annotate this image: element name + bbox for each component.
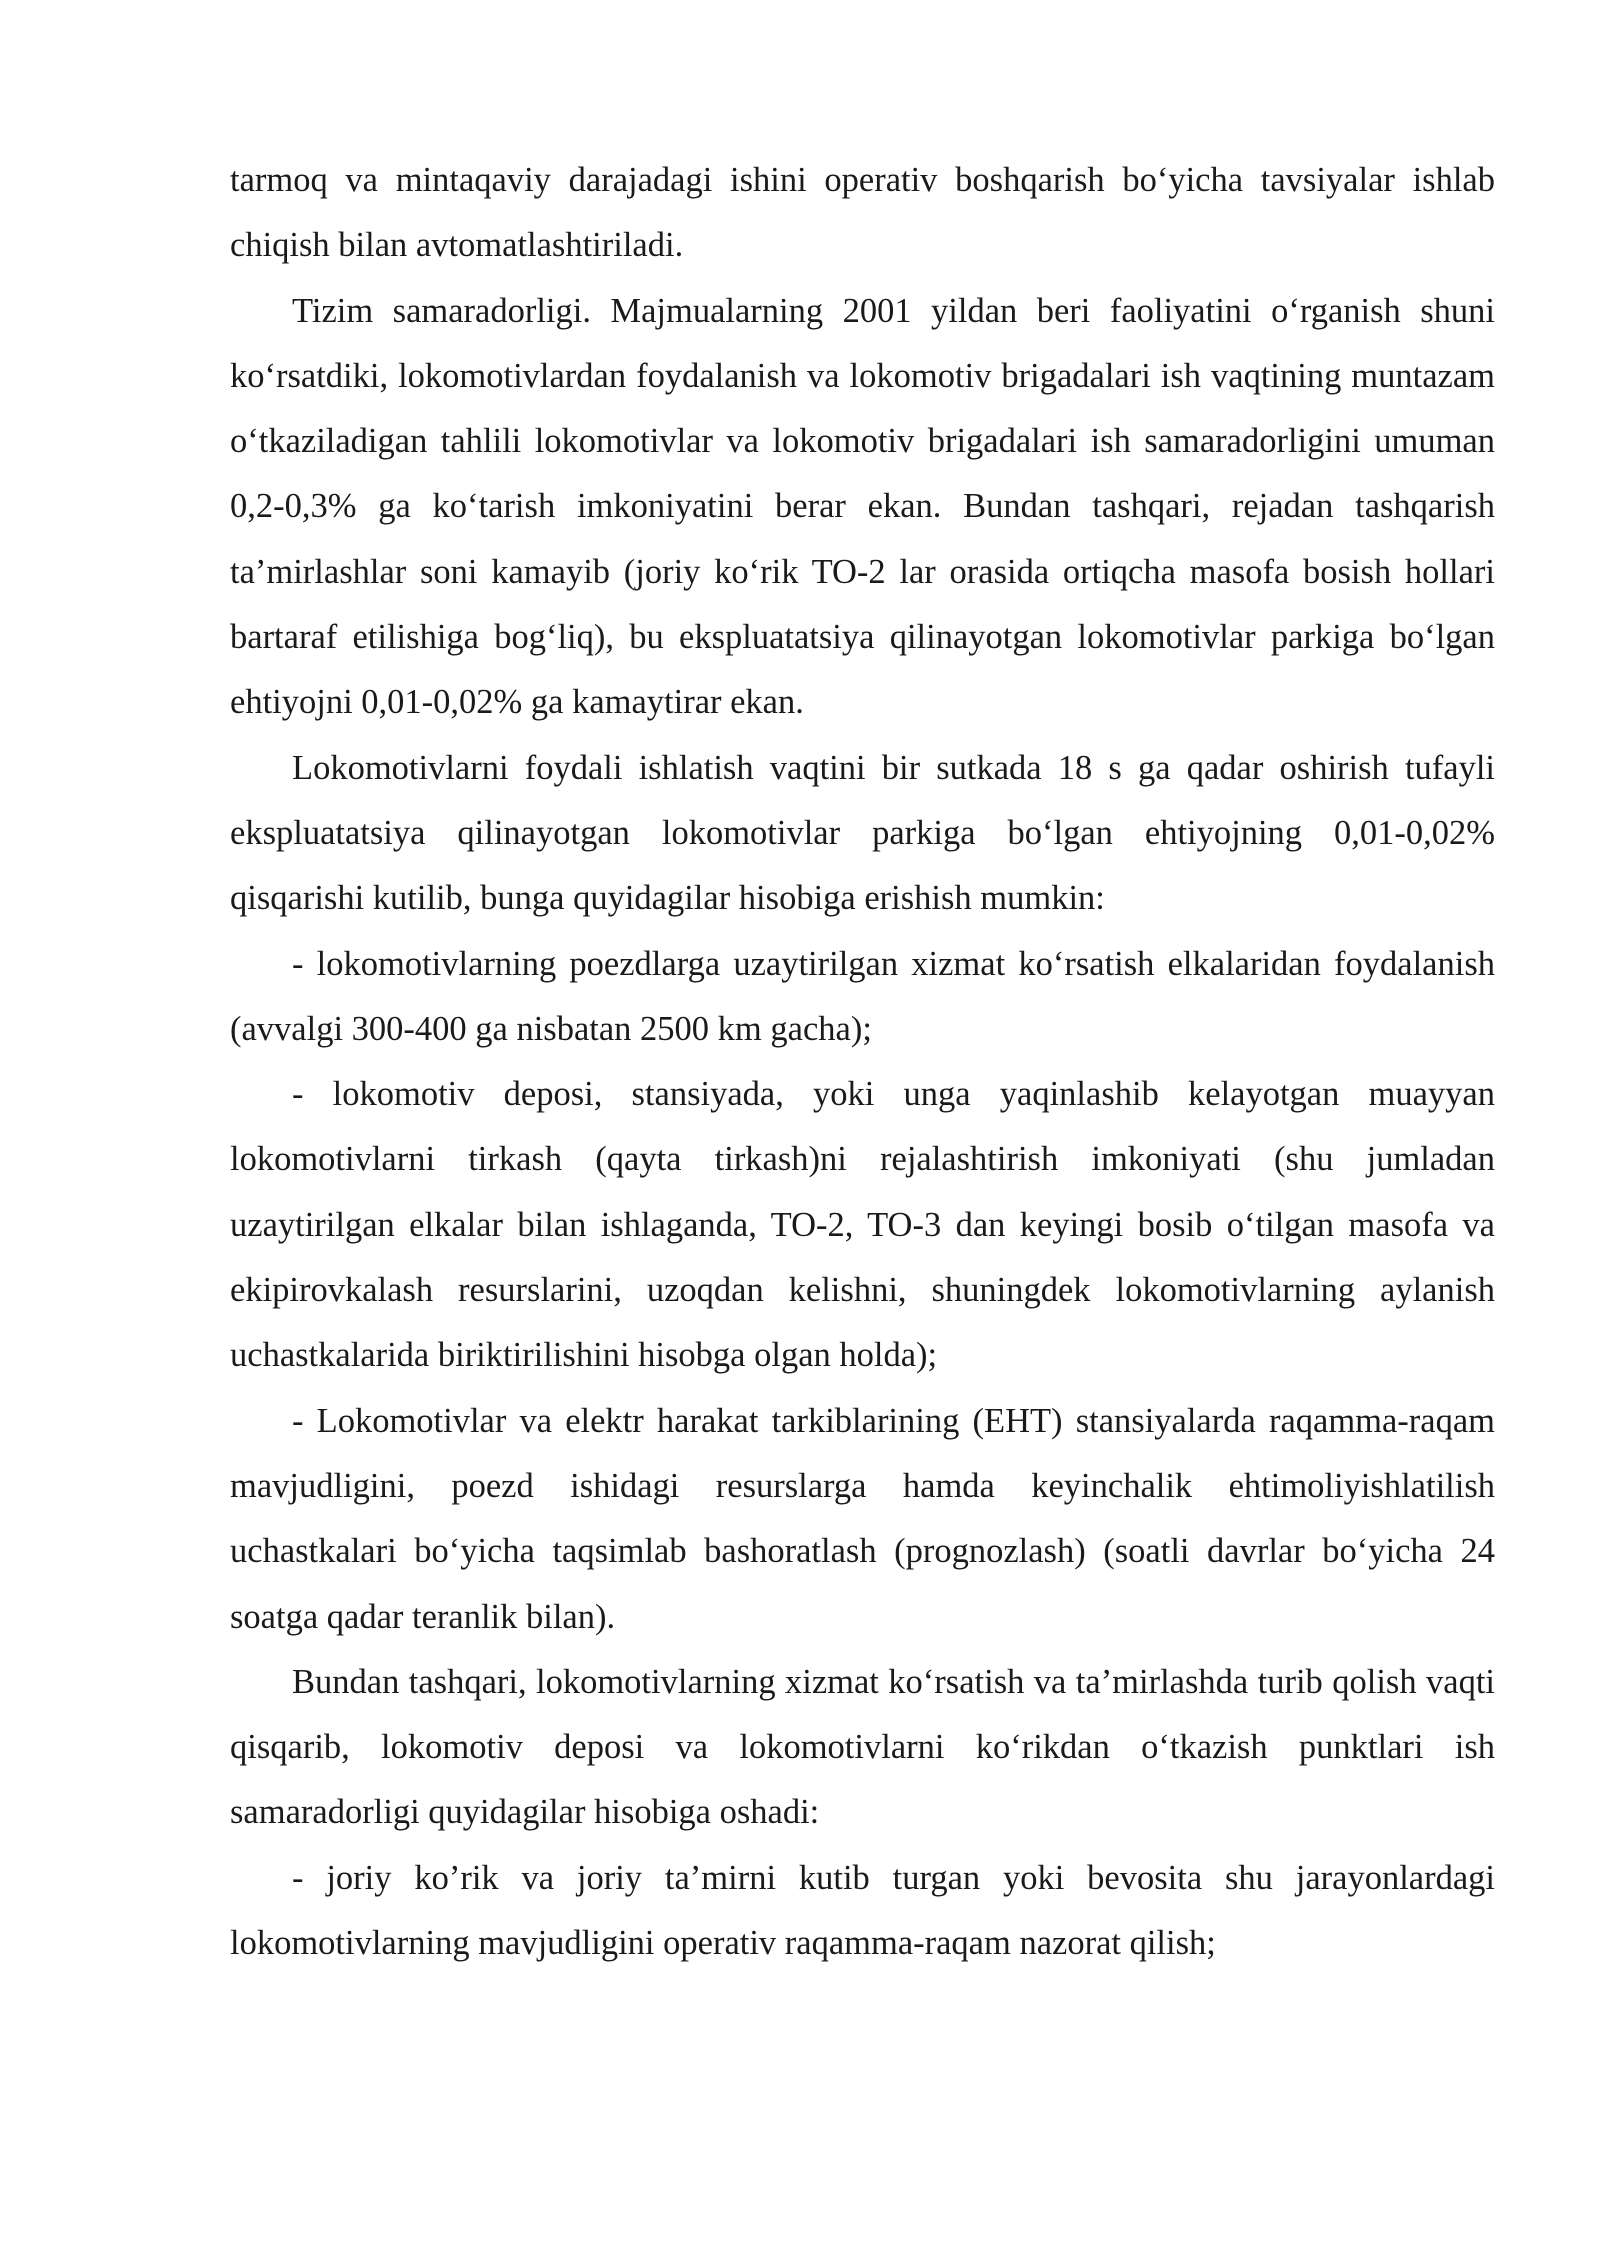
paragraph-depot-efficiency: Bundan tashqari, lokomotivlarning xizmat ko‘rsatish va ta’mirlashda turib qolish vaqti qisqarib, lokomotiv deposi va lokomotivlarni ko‘rikdan o‘tkazish punktlari ish samaradorligi quyidagilar hisobiga oshadi:: [230, 1662, 1495, 1832]
paragraph-system-efficiency: Tizim samaradorligi. Majmualarning 2001 yildan beri faoliyatini o‘rganish shuni ko‘rsatdiki, lokomotivlardan foydalanish va lokomotiv brigadalari ish vaqtining muntazam o‘tkaziladigan tahlili lokomotivlar va lokomotiv brigadalari ish samaradorligini umuman 0,2-0,3% ga ko‘tarish imkoniyatini berar ekan. Bundan tashqari, rejadan tashqarish ta’mirlashlar soni kamayib (joriy ko‘rik TO-2 lar orasida ortiqcha masofa bosish hollari bartaraf etilishiga bog‘liq), bu ekspluatatsiya qilinayotgan lokomotivlar parkiga bo‘lgan ehtiyojni 0,01-0,02% ga kamaytirar ekan.: [230, 291, 1495, 722]
paragraph-useful-time: Lokomotivlarni foydali ishlatish vaqtini bir sutkada 18 s ga qadar oshirish tufayli ekspluatatsiya qilinayotgan lokomotivlar parkiga bo‘lgan ehtiyojning 0,01-0,02% qisqarishi kutilib, bunga quyidagilar hisobiga erishish mumkin:: [230, 748, 1495, 918]
list-item-coupling-planning: - lokomotiv deposi, stansiyada, yoki unga yaqinlashib kelayotgan muayyan lokomotivlarni tirkash (qayta tirkash)ni rejalashtirish imkoniyati (shu jumladan uzaytirilgan elkalar bilan ishlaganda, TO-2, TO-3 dan keyingi bosib o‘tilgan masofa va ekipirovkalash resurslarini, uzoqdan kelishni, shuningdek lokomotivlarning aylanish uchastkalarida biriktirilishini hisobga olgan holda);: [230, 1075, 1495, 1375]
paragraph-continued: tarmoq va mintaqaviy darajadagi ishini operativ boshqarish bo‘yicha tavsiyalar ishlab chiqish bilan avtomatlashtiriladi.: [230, 161, 1495, 265]
document-body: [230, 148, 1495, 1976]
list-item-service-arms: - lokomotivlarning poezdlarga uzaytirilgan xizmat ko‘rsatish elkalaridan foydalanish (avvalgi 300-400 ga nisbatan 2500 km gacha);: [230, 944, 1495, 1048]
list-item-operative-control: - joriy ko’rik va joriy ta’mirni kutib turgan yoki bevosita shu jarayonlardagi lokomotivlarning mavjudligini operativ raqamma-raqam nazorat qilish;: [230, 1858, 1495, 1963]
list-item-availability-forecast: - Lokomotivlar va elektr harakat tarkiblarining (EHT) stansiyalarda raqamma-raqam mavjudligini, poezd ishidagi resurslarga hamda keyinchalik ehtimoliyishlatilish uchastkalari bo‘yicha taqsimlab bashoratlash (prognozlash) (soatli davrlar bo‘yicha 24 soatga qadar teranlik bilan).: [230, 1401, 1495, 1636]
